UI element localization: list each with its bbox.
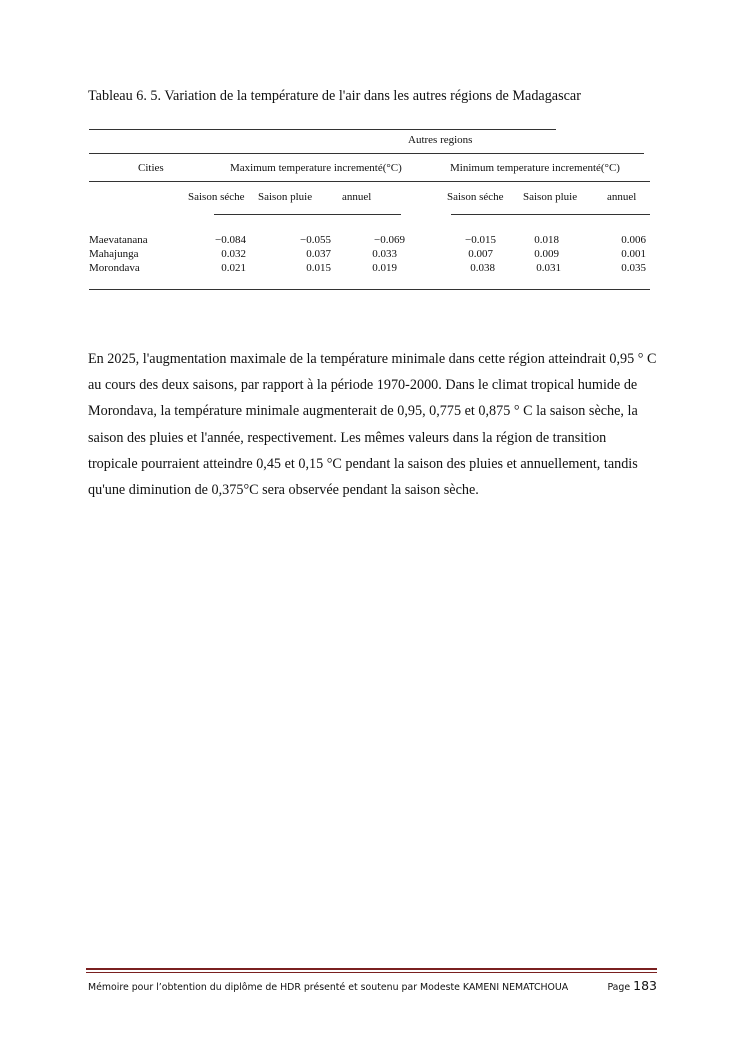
table-cell: 0.033 — [372, 248, 397, 260]
table-bottom-rule — [89, 289, 650, 290]
table-cell: 0.001 — [621, 248, 646, 260]
table-cell: −0.015 — [465, 234, 496, 246]
table-cell: −0.055 — [300, 234, 331, 246]
subheader: Saison pluie — [523, 191, 578, 203]
table-caption: Tableau 6. 5. Variation de la température de l'air dans les autres régions de Madagascar — [88, 88, 581, 104]
paragraph-text: En 2025, l'augmentation maximale de la température minimale dans cette région atteindrait 0,95 ° C au cours des deux saisons, par rapport à la période 1970-2000. Dans le climat tropical humide de Morondava, la température minimale augmenterait de 0,95, 0,775 et 0,875 ° C la saison sèche, la saison des pluies et l'année, respectivement. Les mêmes valeurs dans la région de transition tropicale pourraient atteindre 0,45 et 0,15 °C pendant la saison des pluies et annuellement, tandis qu'une diminution de 0,375°C sera observée pendant la saison sèche. — [88, 351, 657, 499]
table-cell: −0.084 — [215, 234, 246, 246]
table-cell: 0.006 — [621, 234, 646, 246]
subheader: annuel — [342, 191, 372, 203]
table-cell: 0.019 — [372, 262, 397, 274]
group-header-rule — [89, 153, 644, 154]
header-rule — [89, 181, 650, 182]
footer-text: Mémoire pour l’obtention du diplôme de HDR présenté et soutenu par Modeste KAMENI NEMATCHOUA — [88, 982, 569, 993]
footer-rule — [86, 968, 657, 970]
table-row-city: Mahajunga — [89, 248, 139, 260]
col-header-cities: Cities — [138, 162, 164, 174]
table-cell: 0.037 — [306, 248, 331, 260]
page-label: Page — [607, 982, 631, 993]
table-cell: 0.018 — [534, 234, 559, 246]
table-row-city: Morondava — [89, 262, 140, 274]
subheader: annuel — [607, 191, 637, 203]
table-cell: 0.032 — [221, 248, 246, 260]
table-cell: 0.038 — [470, 262, 495, 274]
subheader: Saison séche — [188, 191, 245, 203]
table-cell: 0.009 — [534, 248, 559, 260]
subheader: Saison pluie — [258, 191, 313, 203]
table-cell: −0.069 — [374, 234, 405, 246]
table-cell: 0.007 — [468, 248, 493, 260]
subheader: Saison séche — [447, 191, 504, 203]
subheader-rule-max — [214, 214, 401, 215]
table-row-city: Maevatanana — [89, 234, 148, 246]
body-paragraph — [88, 346, 658, 503]
page-number: 183 — [633, 978, 657, 993]
table-cell: 0.035 — [621, 262, 646, 274]
table-cell: 0.031 — [536, 262, 561, 274]
table-cell: 0.021 — [221, 262, 246, 274]
page-footer — [88, 978, 657, 993]
page-indicator — [607, 978, 657, 993]
group-header: Autres regions — [408, 134, 473, 146]
col-header-max: Maximum temperature incrementé(°C) — [230, 162, 402, 174]
table-cell: 0.015 — [306, 262, 331, 274]
footer-rule-thin — [86, 972, 657, 973]
col-header-min: Minimum temperature incrementé(°C) — [450, 162, 620, 174]
table-top-rule — [89, 129, 556, 130]
subheader-rule-min — [451, 214, 650, 215]
